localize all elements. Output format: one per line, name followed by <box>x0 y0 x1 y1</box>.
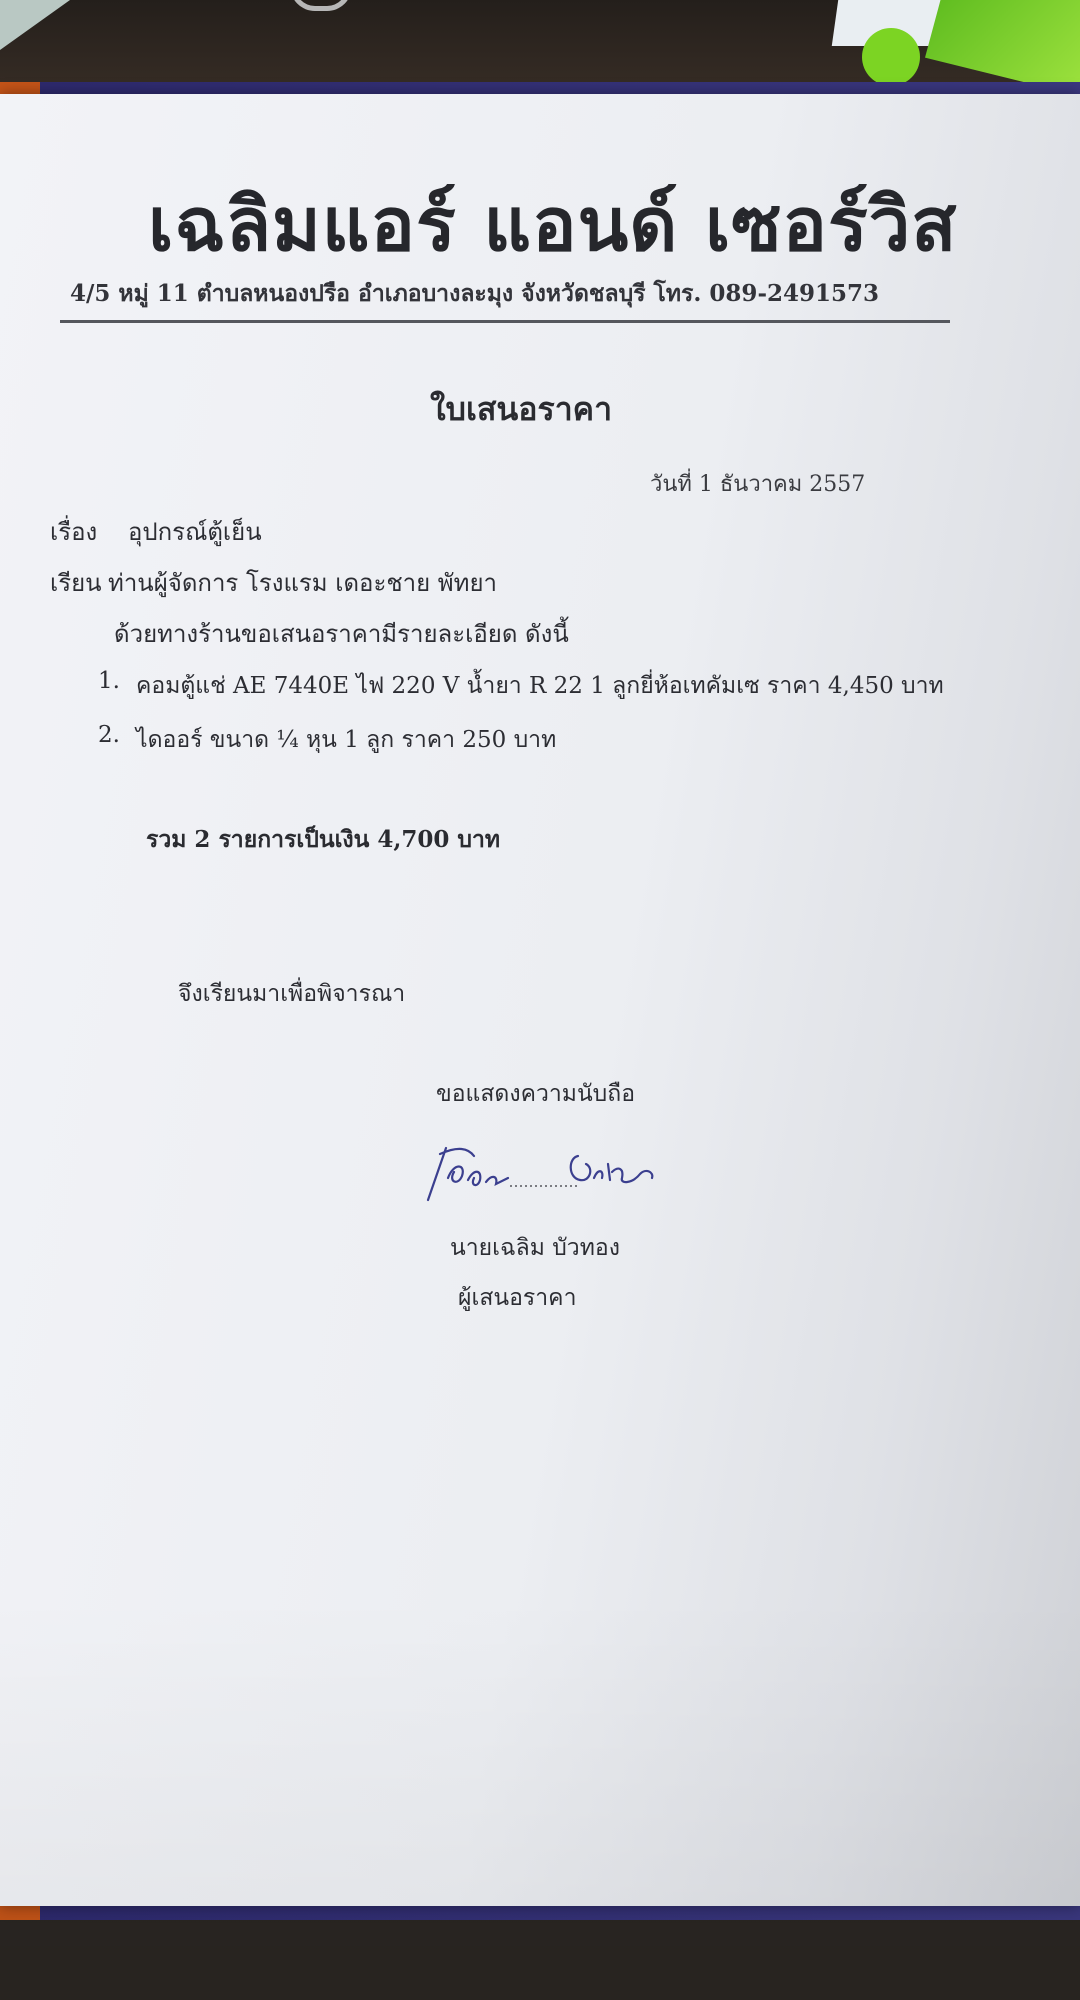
company-address: 4/5 หมู่ 11 ตำบลหนองปรือ อำเภอบางละมุง จังหวัดชลบุรี โทร. 089-2491573 <box>70 280 880 307</box>
quotation-paper <box>0 94 1080 1906</box>
recipient-value: ท่านผู้จัดการ โรงแรม เดอะชาย พัทยา <box>108 569 497 597</box>
closing-request: จึงเรียนมาเพื่อพิจารณา <box>178 981 406 1007</box>
paper-shade <box>0 1594 1080 2000</box>
subject-label: เรื่อง <box>50 518 98 546</box>
document-date: วันที่ 1 ธันวาคม 2557 <box>650 472 866 497</box>
header-divider <box>60 320 950 323</box>
signer-role: ผู้เสนอราคา <box>458 1285 577 1311</box>
company-name: เฉลิมแอร์ แอนด์ เซอร์วิส <box>148 182 958 268</box>
green-knob <box>862 28 920 86</box>
item-description: ไดออร์ ขนาด ¼ หุน 1 ลูก ราคา 250 บาท <box>136 727 557 753</box>
recipient-label: เรียน <box>50 569 102 597</box>
intro-sentence: ด้วยทางร้านขอเสนอราคามีรายละเอียด ดังนี้ <box>114 620 569 648</box>
subject-value: อุปกรณ์ตู้เย็น <box>128 518 262 546</box>
document-title: ใบเสนอราคา <box>430 390 613 428</box>
signer-name: นายเฉลิม บัวทอง <box>450 1235 620 1261</box>
item-description: คอมตู้แช่ AE 7440E ไฟ 220 V น้ำยา R 22 1 ลูกยี่ห้อเทคัมเซ ราคา 4,450 บาท <box>136 673 944 699</box>
closing-salutation: ขอแสดงความนับถือ <box>436 1081 636 1107</box>
item-number: 1. <box>98 668 120 694</box>
signature <box>418 1138 718 1208</box>
item-number: 2. <box>98 722 120 748</box>
total-amount: รวม 2 รายการเป็นเงิน 4,700 บาท <box>146 826 501 853</box>
